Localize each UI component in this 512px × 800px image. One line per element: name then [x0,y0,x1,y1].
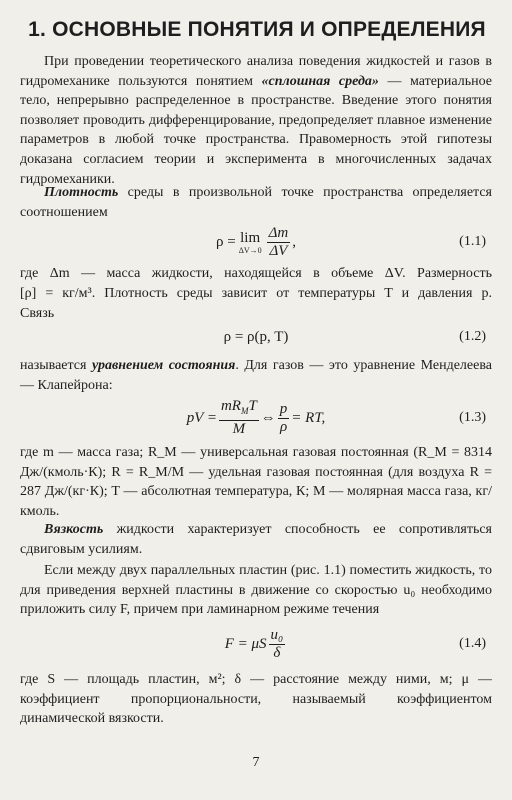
numerator: Δm [268,224,289,241]
equation-number: (1.2) [459,329,486,344]
denominator: δ [273,644,281,661]
paragraph-continuum [20,52,492,189]
page-number: 7 [252,755,260,770]
paragraph-text: жидкости характеризует способность ее сопротивляться сдвиговым усилиям. [20,522,492,557]
denominator: ρ [279,418,288,435]
numerator-tail: T [248,398,257,414]
term-continuum: «сплошная среда» [261,73,379,89]
paragraph-line: Связь [20,306,55,321]
paragraph-text: При проведении теоретического анализа поведения жидкостей и газов в гидромеханике пользуются понятием [20,54,492,89]
equation-1-1 [20,222,492,262]
equation-1-2 [20,320,492,354]
fraction [278,401,290,436]
denominator: ΔV [269,242,288,259]
paragraph-density [20,183,492,222]
equation-1-4 [20,622,492,666]
equation-lhs: ρ = [215,233,236,250]
numerator-text: mR [220,398,241,414]
paragraph-line: где Δm — масса жидкости, находящейся в объеме ΔV. Размерность [20,266,492,281]
paragraph-text: . Для газов — это уравнение Менделеева — Клапейрона: [20,358,492,393]
equation-rhs: = RT, [291,409,326,426]
equation-number: (1.1) [459,234,486,249]
paragraph-viscosity [20,520,492,559]
equation-lhs: F = μS [224,635,267,652]
paragraph-definitions: где S — площадь пластин, м²; δ — расстояние между ними, м; μ — коэффициент пропорциональности, называемый коэффициентом динамической вязкости. [20,672,492,727]
equation-body: ρ = ρ(p, T) [223,328,289,345]
numerator: p [279,400,288,417]
paragraph-text: среды в произвольной точке пространства определяется соотношением [20,185,492,220]
section-heading: 1. ОСНОВНЫЕ ПОНЯТИЯ И ОПРЕДЕЛЕНИЯ [28,18,486,41]
equation-tail: , [292,233,296,250]
equation-number: (1.3) [459,410,486,425]
term-state-equation: уравнением состояния [91,358,236,373]
limit-operator [239,230,262,255]
term-viscosity: Вязкость [44,522,104,537]
limit-label: lim [240,229,261,246]
equivalence-arrow: ⇔ [260,409,276,426]
numerator-subscript: M [240,406,249,416]
paragraph-text: называется [20,358,92,373]
equation-number: (1.4) [459,636,486,651]
paragraph-text: — материальное тело, непрерывно распределенное в пространстве. Введение этого понятия позволяет проводить дифференцирование, предопределяет плавное изменение параметров в любой точке пространства. Правомерность этой гипотезы доказана согласием теории и эксперимента в многочисленных задачах гидромеханики. [20,73,492,187]
equation-1-3 [20,396,492,440]
numerator: u₀ [270,626,284,643]
term-density: Плотность [44,185,119,200]
fraction [267,225,291,260]
paragraph-line: [ρ] = кг/м³. Плотность среды зависит от температуры T и давления p. [20,286,492,301]
denominator: M [232,421,246,437]
paragraph-plates: Если между двух параллельных пластин (рис. 1.1) поместить жидкость, то для приведения верхней пластины в движение со скоростью u₀ необходимо приложить силу F, причем при ламинарном режиме течения [20,563,492,618]
fraction [269,627,286,662]
equation-lhs: pV = [186,409,217,426]
fraction [219,398,259,438]
limit-subscript: ΔV→0 [238,245,262,255]
paragraph-gas-constants: где m — масса газа; R_M — универсальная газовая постоянная (R_M = 8314 Дж/(кмоль·К); R = R_M/M — удельная газовая постоянная (для воздуха R = 287 Дж/(кг·К); T — абсолютная температура, К; M — молярная масса газа, кг/кмоль. [20,445,492,519]
paragraph-state-equation [20,356,492,395]
numerator [219,398,259,421]
